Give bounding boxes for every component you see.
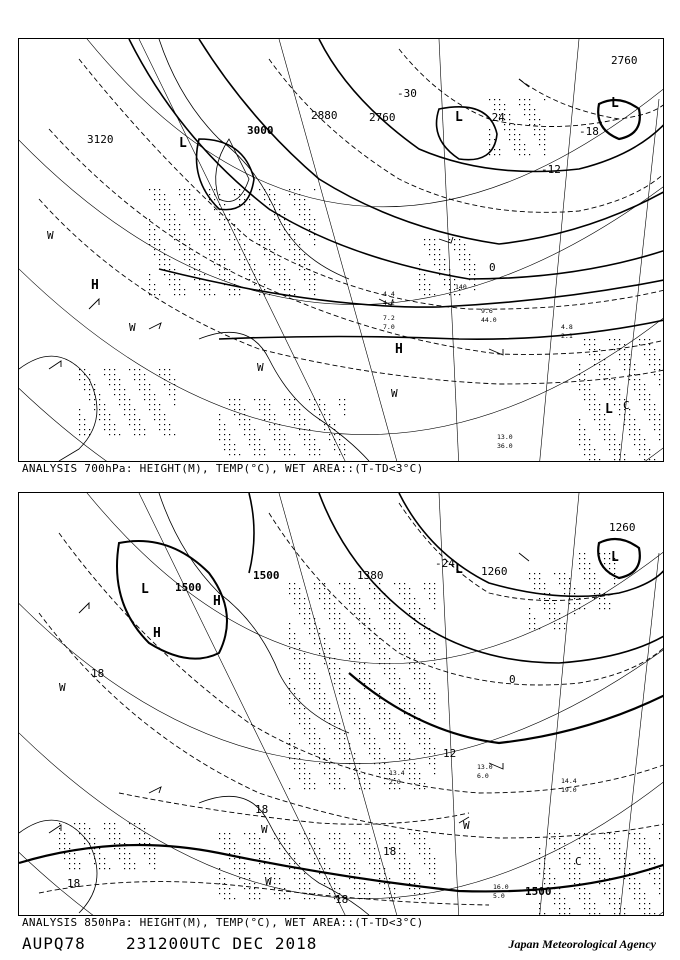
center-label: H [91, 278, 99, 293]
temperature-label: 0 [489, 261, 496, 274]
temperature-label: 18 [67, 877, 81, 890]
warm-label: W [47, 229, 54, 242]
station-value: 6.0 [477, 772, 489, 780]
height-label: 3120 [87, 133, 114, 146]
center-label: L [605, 402, 613, 417]
center-label: L [611, 550, 619, 565]
temperature-label: 18 [255, 803, 269, 816]
center-label: L [611, 96, 619, 111]
temperature-label: 12 [443, 747, 457, 760]
pressure-center-labels [141, 550, 619, 641]
warm-label: W [463, 819, 470, 832]
station-value: 7.0 [383, 323, 395, 331]
temperature-label: -18 [579, 125, 599, 138]
coastlines [19, 39, 369, 461]
map-850hpa-chart [19, 493, 663, 915]
latitude-lines [19, 493, 663, 915]
chart-footer [22, 934, 662, 956]
latitude-lines [19, 39, 663, 461]
center-label: L [455, 110, 463, 125]
height-label: 1500 [253, 569, 280, 582]
height-label: 1500 [525, 885, 552, 898]
center-label: L [179, 136, 187, 151]
center-label: H [153, 626, 161, 641]
warm-cold-labels [47, 229, 630, 412]
caption-700hpa: ANALYSIS 700hPa: HEIGHT(M), TEMP(°C), WET AREA::(T-TD<3°C) [22, 462, 424, 475]
station-value: 4.4 [383, 290, 395, 298]
temperature-label: 18 [335, 893, 349, 906]
station-value: 13.0 [497, 433, 513, 441]
map-panel-700hpa [18, 38, 664, 462]
station-plots [389, 763, 577, 900]
temperature-label: -30 [397, 87, 417, 100]
station-value: 7.2 [383, 314, 395, 322]
meridian-lines [139, 39, 659, 461]
temperature-label: -12 [541, 163, 561, 176]
warm-label: W [129, 321, 136, 334]
temperature-label: -24 [435, 557, 455, 570]
warm-label: W [391, 387, 398, 400]
height-contours [19, 493, 663, 891]
height-label: 3000 [247, 124, 274, 137]
station-value: 9.6 [481, 307, 493, 315]
temperature-label: 0 [509, 673, 516, 686]
warm-label: W [257, 361, 264, 374]
height-label: 1260 [609, 521, 636, 534]
center-label: L [141, 582, 149, 597]
station-value: 36.0 [497, 442, 513, 450]
map-700hpa-chart [19, 39, 663, 461]
station-value: 4.2 [383, 299, 395, 307]
height-label: 1380 [357, 569, 384, 582]
station-value: 13.0 [477, 763, 493, 771]
warm-label: W [59, 681, 66, 694]
temperature-label: 18 [383, 845, 397, 858]
station-value: 2.0 [389, 778, 401, 786]
height-label: 2760 [369, 111, 396, 124]
caption-850hpa: ANALYSIS 850hPa: HEIGHT(M), TEMP(°C), WET AREA::(T-TD<3°C) [22, 916, 424, 929]
height-label: 2760 [611, 54, 638, 67]
center-label: L [455, 562, 463, 577]
station-value: 2.1 [561, 332, 573, 340]
warm-cold-labels [59, 681, 582, 888]
height-labels [175, 521, 636, 898]
center-label: H [395, 342, 403, 357]
station-plots [383, 283, 573, 450]
temperature-label: -24 [485, 111, 505, 124]
height-label: 1500 [175, 581, 202, 594]
station-value: 44.0 [481, 316, 497, 324]
station-value: 13.4 [389, 769, 405, 777]
height-label: 1260 [481, 565, 508, 578]
cold-label: C [575, 855, 582, 868]
warm-label: W [261, 823, 268, 836]
temperature-label: 18 [91, 667, 105, 680]
station-value: 5.0 [493, 892, 505, 900]
station-value: 14.4 [561, 777, 577, 785]
map-panel-850hpa [18, 492, 664, 916]
station-value: 4.8 [561, 323, 573, 331]
station-value: 16.0 [493, 883, 509, 891]
meridian-label: 140 [455, 283, 467, 291]
cold-label: C [623, 399, 630, 412]
chart-id: AUPQ78 [22, 934, 86, 953]
wet-area-dots [79, 99, 660, 460]
station-value: 19.0 [561, 786, 577, 794]
wet-area-dots [59, 553, 660, 914]
valid-time: 231200UTC DEC 2018 [126, 934, 318, 953]
center-label: H [213, 594, 221, 609]
temperature-labels [397, 87, 599, 274]
height-label: 2880 [311, 109, 338, 122]
agency-name: Japan Meteorological Agency [508, 937, 656, 951]
warm-label: W [265, 875, 272, 888]
